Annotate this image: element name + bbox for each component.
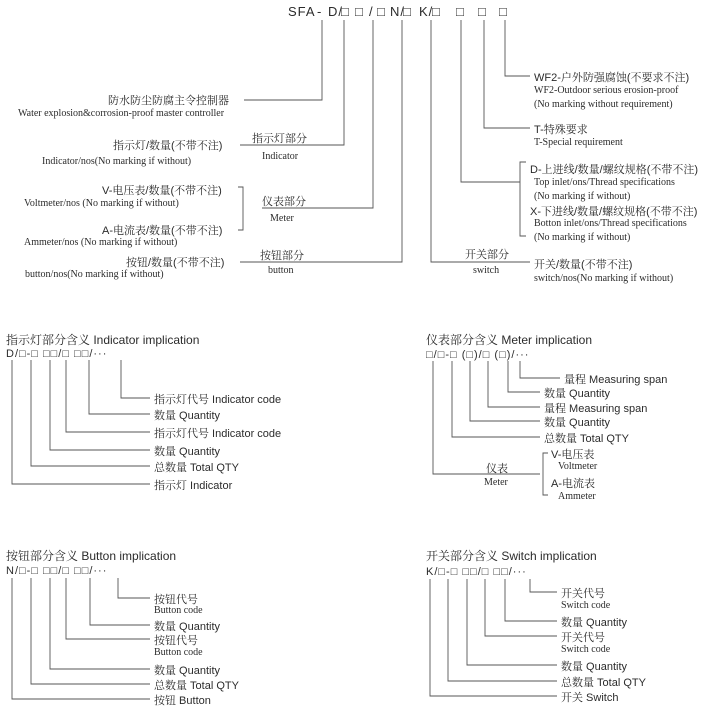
- meter-section-title: 仪表部分含义 Meter implication: [426, 333, 593, 347]
- sw-line-1: [530, 579, 557, 592]
- btn-line-2: [90, 578, 150, 625]
- wf2-en-1: WF2-Outdoor serious erosion-proof: [534, 85, 679, 96]
- met-bracket: [543, 453, 548, 495]
- switch-section-code: K/□-□ □□/□ □□/···: [426, 566, 527, 578]
- code-box-2: □: [355, 4, 364, 19]
- button-section-title: 按钮部分含义 Button implication: [6, 549, 177, 563]
- special-cn: T-特殊要求: [534, 124, 588, 136]
- code-sfa: SFA: [288, 4, 316, 19]
- switch-part-en: switch: [473, 265, 500, 276]
- ind-line-4: [50, 360, 150, 450]
- switch-section-title: 开关部分含义 Switch implication: [426, 549, 597, 563]
- meter-meter-en: Meter: [484, 477, 508, 488]
- top-inlet-en-1: Top inlet/ons/Thread specifications: [534, 177, 675, 188]
- indicator-section-code: D/□-□ □□/□ □□/···: [6, 348, 108, 360]
- sw-line-3: [485, 579, 557, 636]
- ammeter-cn: A-电流表/数量(不带不注): [102, 225, 223, 237]
- switch-item-4: 开关代号: [561, 632, 605, 644]
- leader-controller: [244, 20, 322, 100]
- ind-line-6: [12, 360, 150, 484]
- switch-cn: 开关/数量(不带不注): [534, 259, 633, 271]
- switch-item-7: 总数量 Total QTY: [561, 677, 646, 689]
- bracket-meter: [238, 187, 243, 230]
- code-slash: /: [369, 4, 374, 19]
- code-box-4: □: [403, 4, 412, 19]
- wf2-en-2: (No marking without requirement): [534, 99, 673, 110]
- switch-part-cn: 开关部分: [465, 249, 509, 261]
- voltmeter-en: Voltmeter/nos (No marking if without): [24, 198, 179, 209]
- code-box-3: □: [377, 4, 386, 19]
- code-d: D/: [328, 4, 343, 19]
- voltmeter-cn: V-电压表/数量(不带不注): [102, 185, 222, 197]
- button-en: button/nos(No marking if without): [25, 269, 164, 280]
- met-line-2: [508, 361, 540, 392]
- code-k: K/: [419, 4, 434, 19]
- indicator-cn: 指示灯/数量(不带不注): [113, 140, 223, 152]
- meter-item-3: 量程 Measuring span: [544, 403, 648, 415]
- indicator-section-title: 指示灯部分含义 Indicator implication: [6, 333, 200, 347]
- button-item-7: 总数量 Total QTY: [154, 680, 239, 692]
- switch-en: switch/nos(No marking if without): [534, 273, 674, 284]
- indicator-en: Indicator/nos(No marking if without): [42, 156, 192, 167]
- button-cn: 按钮/数量(不带不注): [126, 257, 225, 269]
- leader-indicator: [240, 20, 344, 145]
- code-box-7: □: [478, 4, 487, 19]
- btn-line-5: [31, 578, 150, 684]
- btn-line-6: [12, 578, 150, 699]
- top-inlet-en-2: (No marking if without): [534, 191, 631, 202]
- indicator-item-4: 数量 Quantity: [154, 446, 221, 458]
- code-box-1: □: [341, 4, 350, 19]
- button-section-code: N/□-□ □□/□ □□/···: [6, 565, 108, 577]
- meter-item-1: 量程 Measuring span: [564, 374, 668, 386]
- switch-item-3: 数量 Quantity: [561, 617, 628, 629]
- switch-item-6: 数量 Quantity: [561, 661, 628, 673]
- leader-special: [484, 20, 530, 128]
- bottom-inlet-en-2: (No marking if without): [534, 232, 631, 243]
- indicator-item-1: 指示灯代号 Indicator code: [154, 394, 282, 406]
- switch-item-2: Switch code: [561, 600, 611, 611]
- sw-line-5: [448, 579, 557, 681]
- btn-line-4: [50, 578, 150, 669]
- bracket-inlet: [520, 162, 526, 236]
- button-part-cn: 按钮部分: [260, 250, 304, 262]
- indicator-item-3: 指示灯代号 Indicator code: [154, 428, 282, 440]
- meter-part-cn: 仪表部分: [262, 196, 306, 208]
- met-line-1: [520, 361, 560, 378]
- top-inlet-cn: D-上进线/数量/螺纹规格(不带不注): [530, 164, 699, 176]
- button-item-1: 按钮代号: [154, 594, 198, 606]
- code-box-5: □: [432, 4, 441, 19]
- met-line-4: [470, 361, 540, 421]
- btn-line-1: [118, 578, 150, 598]
- leader-wf2: [505, 20, 530, 76]
- wf2-cn: WF2-户外防强腐蚀(不要求不注): [534, 72, 690, 84]
- meter-v-en: Voltmeter: [558, 461, 598, 472]
- controller-en: Water explosion&corrosion-proof master controller: [18, 108, 225, 119]
- button-item-4: 按钮代号: [154, 635, 198, 647]
- code-box-6: □: [456, 4, 465, 19]
- ammeter-en: Ammeter/nos (No marking if without): [24, 237, 178, 248]
- button-item-2: Button code: [154, 605, 203, 616]
- indicator-part-cn: 指示灯部分: [252, 133, 307, 145]
- button-item-6: 数量 Quantity: [154, 665, 221, 677]
- meter-section-code: □/□-□ (□)/□ (□)/···: [426, 349, 530, 361]
- meter-item-4: 数量 Quantity: [544, 417, 611, 429]
- sw-line-2: [505, 579, 557, 621]
- switch-item-5: Switch code: [561, 644, 611, 655]
- leader-inlet: [461, 20, 520, 182]
- meter-v-cn: V-电压表: [551, 449, 595, 461]
- bottom-inlet-cn: X-下进线/数量/螺纹规格(不带不注): [530, 206, 698, 218]
- code-box-8: □: [499, 4, 508, 19]
- leader-meter: [262, 20, 373, 208]
- btn-line-3: [66, 578, 150, 639]
- button-part-en: button: [268, 265, 294, 276]
- meter-item-2: 数量 Quantity: [544, 388, 611, 400]
- code-n: N/: [390, 4, 405, 19]
- meter-a-en: Ammeter: [558, 491, 596, 502]
- switch-item-8: 开关 Switch: [561, 692, 619, 704]
- met-line-3: [488, 361, 540, 407]
- leader-switch: [431, 20, 530, 262]
- met-line-5: [452, 361, 540, 437]
- controller-cn: 防水防尘防腐主令控制器: [108, 95, 229, 107]
- button-item-5: Button code: [154, 647, 203, 658]
- indicator-item-5: 总数量 Total QTY: [154, 462, 239, 474]
- indicator-item-6: 指示灯 Indicator: [154, 480, 233, 492]
- button-item-3: 数量 Quantity: [154, 621, 221, 633]
- special-en: T-Special requirement: [534, 137, 623, 148]
- meter-a-cn: A-电流表: [551, 478, 595, 490]
- sw-line-6: [430, 579, 557, 696]
- ind-line-2: [89, 360, 150, 414]
- switch-item-1: 开关代号: [561, 588, 605, 600]
- bottom-inlet-en-1: Botton inlet/ons/Thread specifications: [534, 218, 687, 229]
- indicator-part-en: Indicator: [262, 151, 299, 162]
- ind-line-1: [121, 360, 150, 398]
- meter-item-5: 总数量 Total QTY: [544, 433, 629, 445]
- meter-meter-cn: 仪表: [486, 463, 508, 475]
- indicator-item-2: 数量 Quantity: [154, 410, 221, 422]
- button-item-8: 按钮 Button: [154, 695, 211, 707]
- ind-line-3: [66, 360, 150, 432]
- code-dash: -: [317, 4, 323, 19]
- meter-part-en: Meter: [270, 213, 294, 224]
